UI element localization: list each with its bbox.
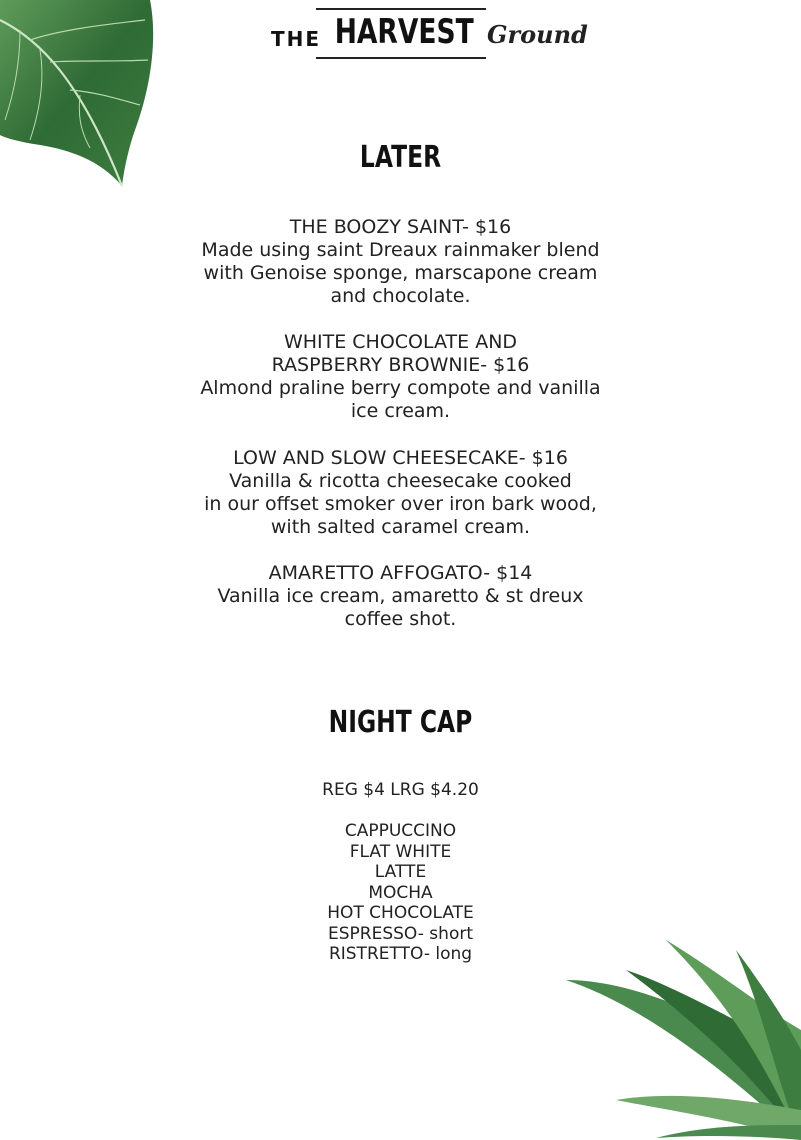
coffee-price-line: REG $4 LRG $4.20 bbox=[322, 780, 479, 800]
menu-item-name: AMARETTO AFFOGATO- $14 bbox=[268, 562, 533, 584]
logo-rule-top bbox=[316, 8, 486, 10]
list-item: MOCHA bbox=[368, 882, 433, 903]
list-item: FLAT WHITE bbox=[349, 841, 452, 862]
section-title-later: LATER bbox=[359, 140, 442, 175]
menu-item-desc: with salted caramel cream. bbox=[270, 516, 531, 538]
brand-logo bbox=[0, 0, 801, 70]
list-item: RISTRETTO- long bbox=[328, 944, 473, 964]
list-item: HOT CHOCOLATE bbox=[327, 903, 474, 923]
menu-item-boozy-saint bbox=[0, 216, 801, 308]
menu-item-desc: coffee shot. bbox=[344, 608, 457, 630]
palm-leaf-icon bbox=[566, 940, 801, 1140]
menu-item-desc: with Genoise sponge, marscapone cream bbox=[203, 262, 598, 284]
menu-item-cheesecake bbox=[0, 447, 801, 539]
menu-item-desc: Vanilla ice cream, amaretto & st dreux bbox=[217, 585, 584, 607]
logo-ground: Ground bbox=[487, 20, 588, 49]
list-item: CAPPUCCINO bbox=[344, 821, 457, 841]
logo-rule-bottom bbox=[316, 57, 486, 59]
menu-item-desc: in our offset smoker over iron bark wood, bbox=[204, 493, 597, 515]
coffee-list bbox=[0, 821, 801, 965]
menu-item-desc: Made using saint Dreaux rainmaker blend bbox=[201, 239, 600, 261]
menu-item-desc: ice cream. bbox=[350, 400, 451, 422]
menu-item-name: LOW AND SLOW CHEESECAKE- $16 bbox=[233, 447, 568, 469]
menu-item-brownie bbox=[0, 331, 801, 423]
list-item: LATTE bbox=[374, 862, 427, 882]
menu-item-desc: and chocolate. bbox=[330, 285, 471, 307]
menu-item-desc: Almond praline berry compote and vanilla bbox=[200, 377, 601, 399]
menu-item-desc: Vanilla & ricotta cheesecake cooked bbox=[229, 470, 572, 492]
menu-item-name: THE BOOZY SAINT- $16 bbox=[289, 216, 512, 238]
logo-the: THE bbox=[271, 27, 322, 51]
menu-item-name: WHITE CHOCOLATE AND bbox=[283, 331, 518, 353]
logo-harvest: HARVEST bbox=[334, 12, 474, 52]
list-item: ESPRESSO- short bbox=[328, 923, 473, 944]
menu-item-name: RASPBERRY BROWNIE- $16 bbox=[271, 354, 530, 376]
section-title-nightcap: NIGHT CAP bbox=[328, 705, 473, 740]
menu-item-affogato bbox=[0, 562, 801, 631]
